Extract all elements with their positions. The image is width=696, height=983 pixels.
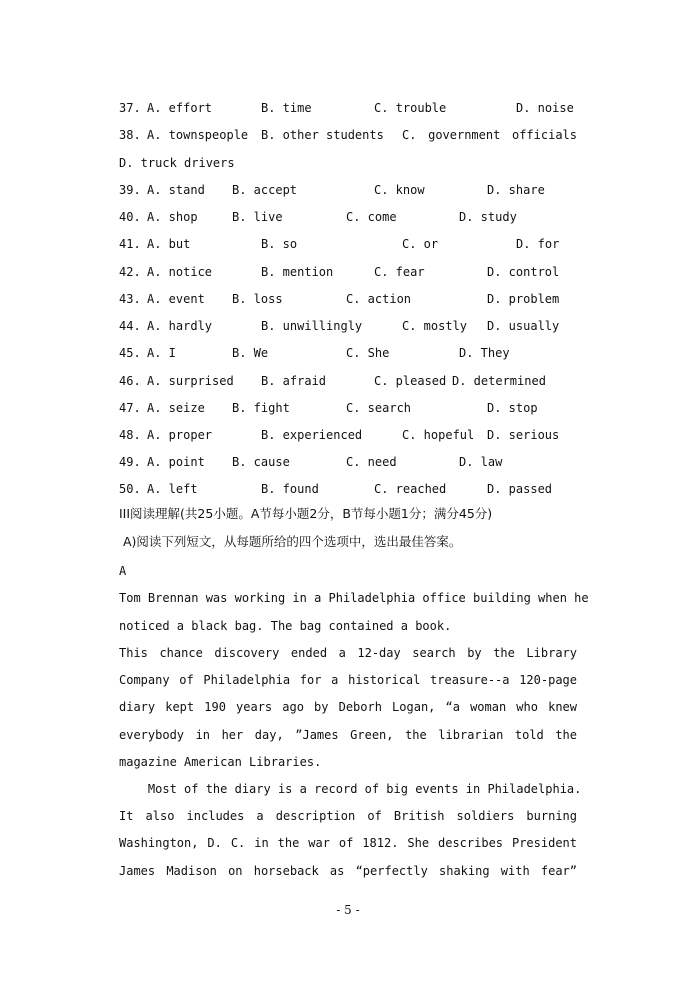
option-b: B. experienced: [261, 428, 363, 442]
section-heading: III阅读理解(共25小题。A节每小题2分，B节每小题1分；满分45分): [119, 506, 493, 521]
option-d: D. noise: [516, 101, 574, 115]
question-number: 39.: [119, 183, 141, 197]
option-a: A. I: [147, 346, 176, 360]
option-c: C. trouble: [374, 101, 447, 115]
passage-line: noticed a black bag. The bag contained a book.: [119, 619, 452, 633]
page-number: - 5 -: [336, 903, 360, 917]
section-instruction: A)阅读下列短文，从每题所给的四个选项中，选出最佳答案。: [123, 534, 462, 549]
document-page: 37. A. effort B. time C. trouble D. noise 38. A. townspeople B. other students C. government officials D. truck drivers 39. A. stand B. accept C. know D. share 40. A. shop B. live C. come D. study 41. A. but B. so C. or D. for 42. A. notice B. mention C. fear D. control 43. A. event B. loss C. action D. problem 44. A. hardly B. unwillingly C. mostly D. usually 45. A. I B. We C. She D. They 46. A. surprised B. afraid C. pleased D. determined 47. A. seize B. fight C. search D. stop 48. A. proper B. experienced C. hopeful D. serious 49. A. point B. cause C. need D. law 50. A. left B. found C. reached D. passed III阅读理解(共25小题。A节每小题2分，B节每小题1分；满分45分) A)阅读下列短文，从每题所给的四个选项中，选出最佳答案。 A Tom Brennan was working in a Philadelphia office building when he noticed a black bag. The bag contained a book. This chance discovery ended a 12-day search by the Library Company of Philadelphia for a historical treasure--a 120-page diary kept 190 years ago by Deborh Logan, “a woman who knew everybody in her day, ”James Green, the librarian told the magazine American Libraries. Most of the diary is a record of big events in Philadelphia. It also includes a description of British soldiers burning Washington, D. C. in the war of 1812. She describes President James Madison on horseback as “perfectly shaking with fear” - 5 -: [0, 0, 696, 983]
question-number: 50.: [119, 482, 141, 496]
option-b: B. cause: [232, 455, 290, 469]
option-c: C. action: [346, 292, 412, 306]
option-c: C. or: [402, 237, 439, 251]
passage-line: Tom Brennan was working in a Philadelphia office building when he: [119, 591, 589, 605]
question-number: 44.: [119, 319, 141, 333]
option-a: A. event: [147, 292, 205, 306]
option-d: D. for: [516, 237, 560, 251]
option-c: C. search: [346, 401, 412, 415]
question-number: 43.: [119, 292, 141, 306]
passage-line: Company of Philadelphia for a historical treasure--a 120-page: [119, 673, 577, 687]
option-c: C. hopeful: [402, 428, 475, 442]
question-number: 46.: [119, 374, 141, 388]
option-c: C. mostly: [402, 319, 468, 333]
option-a: A. stand: [147, 183, 205, 197]
question-number: 41.: [119, 237, 141, 251]
passage-line: magazine American Libraries.: [119, 755, 322, 769]
option-b: B. loss: [232, 292, 283, 306]
option-c: C. government officials: [402, 128, 577, 142]
option-b: B. accept: [232, 183, 298, 197]
option-b: B. mention: [261, 265, 334, 279]
question-number: 49.: [119, 455, 141, 469]
option-a: A. shop: [147, 210, 198, 224]
option-d: D. truck drivers: [119, 156, 235, 170]
option-b: B. found: [261, 482, 319, 496]
question-number: 48.: [119, 428, 141, 442]
option-d: D. determined: [452, 374, 546, 388]
option-a: A. notice: [147, 265, 213, 279]
option-a: A. seize: [147, 401, 205, 415]
option-c: C. She: [346, 346, 390, 360]
option-d: D. passed: [487, 482, 553, 496]
option-b: B. afraid: [261, 374, 327, 388]
option-a: A. but: [147, 237, 191, 251]
option-d: D. stop: [487, 401, 538, 415]
question-number: 40.: [119, 210, 141, 224]
option-d: D. study: [459, 210, 517, 224]
option-c: C. reached: [374, 482, 447, 496]
option-c: C. fear: [374, 265, 425, 279]
option-a: A. townspeople: [147, 128, 249, 142]
option-a: A. left: [147, 482, 198, 496]
passage-line: This chance discovery ended a 12-day search by the Library: [119, 646, 577, 660]
question-number: 47.: [119, 401, 141, 415]
option-d: D. They: [459, 346, 510, 360]
option-c: C. come: [346, 210, 397, 224]
option-c: C. pleased: [374, 374, 447, 388]
option-d: D. usually: [487, 319, 560, 333]
option-d: D. problem: [487, 292, 560, 306]
passage-line: It also includes a description of British soldiers burning: [119, 809, 577, 823]
option-d: D. share: [487, 183, 545, 197]
option-c: C. need: [346, 455, 397, 469]
question-number: 45.: [119, 346, 141, 360]
option-d: D. serious: [487, 428, 560, 442]
passage-line: Washington, D. C. in the war of 1812. She describes President: [119, 836, 577, 850]
option-b: B. live: [232, 210, 283, 224]
option-b: B. unwillingly: [261, 319, 363, 333]
option-d: D. control: [487, 265, 560, 279]
passage-line: Most of the diary is a record of big events in Philadelphia.: [119, 782, 582, 796]
passage-line: diary kept 190 years ago by Deborh Logan, “a woman who knew: [119, 700, 577, 714]
option-b: B. time: [261, 101, 312, 115]
option-c: C. know: [374, 183, 425, 197]
question-number: 42.: [119, 265, 141, 279]
option-a: A. point: [147, 455, 205, 469]
question-number: 37.: [119, 101, 141, 115]
option-a: A. surprised: [147, 374, 234, 388]
option-a: A. proper: [147, 428, 213, 442]
option-d: D. law: [459, 455, 503, 469]
option-b: B. other students: [261, 128, 384, 142]
passage-line: everybody in her day, ”James Green, the librarian told the: [119, 728, 577, 742]
option-b: B. We: [232, 346, 269, 360]
question-number: 38.: [119, 128, 141, 142]
option-a: A. hardly: [147, 319, 213, 333]
passage-line: James Madison on horseback as “perfectly shaking with fear”: [119, 864, 577, 878]
option-b: B. fight: [232, 401, 290, 415]
option-a: A. effort: [147, 101, 213, 115]
option-b: B. so: [261, 237, 298, 251]
